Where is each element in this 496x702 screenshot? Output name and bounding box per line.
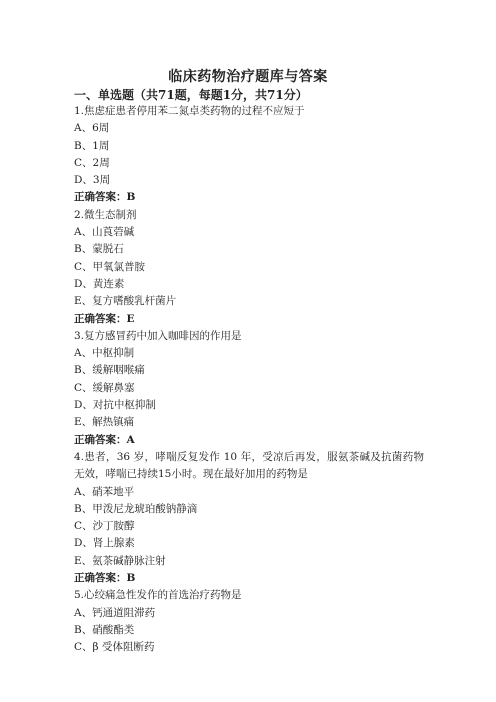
option-b: B、1周 — [74, 139, 110, 152]
answer-line — [74, 189, 424, 206]
option-d: D、黄连素 — [74, 277, 125, 290]
option-a: A、钙通道阻滞药 — [74, 606, 156, 619]
answer-line — [74, 432, 424, 449]
option-c: C、沙丁胺醇 — [74, 520, 135, 533]
question-2 — [74, 207, 424, 328]
answer-prefix: 正确答案： — [74, 191, 127, 204]
answer-value: B — [126, 191, 136, 204]
option-c: C、缓解鼻塞 — [74, 381, 135, 394]
answer-prefix: 正确答案： — [74, 312, 127, 325]
option-a: A、山莨菪碱 — [74, 226, 135, 239]
answer-value: E — [126, 312, 135, 325]
question-text: 1.焦虑症患者停用苯二氮卓类药物的过程不应短于 — [74, 105, 305, 117]
question-1 — [74, 103, 424, 207]
option-c: C、2周 — [74, 156, 110, 169]
option-c: C、甲氧氯普胺 — [74, 260, 146, 273]
answer-prefix: 正确答案： — [74, 572, 127, 585]
option-e: E、解热镇痛 — [74, 416, 135, 429]
option-b: B、硝酸酯类 — [74, 623, 135, 636]
answer-line — [74, 311, 424, 328]
section-heading: 一、单选题（共71题，每题1分，共71分） — [74, 88, 308, 102]
question-5 — [74, 587, 424, 656]
document-title: 临床药物治疗题库与答案 — [168, 69, 328, 85]
answer-value: B — [126, 572, 136, 585]
option-d: D、肾上腺素 — [74, 537, 135, 550]
question-list — [74, 103, 424, 657]
option-a: A、中枢抑制 — [74, 347, 135, 360]
question-4 — [74, 449, 424, 587]
option-e: E、氨茶碱静脉注射 — [74, 554, 166, 567]
option-d: D、对抗中枢抑制 — [74, 399, 156, 412]
question-text: 5.心绞痛急性发作的首选治疗药物是 — [74, 589, 242, 602]
option-e: E、复方嗜酸乳杆菌片 — [74, 295, 177, 308]
option-d: D、3周 — [74, 174, 111, 187]
option-b: B、缓解咽喉痛 — [74, 364, 145, 377]
option-b: B、蒙脱石 — [74, 243, 124, 256]
question-text: 3.复方感冒药中加入咖啡因的作用是 — [74, 329, 242, 342]
option-a: A、6周 — [74, 122, 110, 135]
question-3 — [74, 328, 424, 449]
answer-line — [74, 570, 424, 587]
option-a: A、硝苯地平 — [74, 485, 135, 498]
question-text: 2.微生态制剂 — [74, 208, 137, 221]
answer-prefix: 正确答案： — [74, 433, 127, 446]
question-text: 4.患者，36 岁，哮喘反复发作 10 年，受凉后再发，服氨茶碱及抗菌药物无效，哮喘已持续15小时。现在最好加用的药物是 — [74, 450, 424, 481]
option-c: C、β 受体阻断药 — [74, 641, 155, 654]
answer-value: A — [126, 433, 135, 446]
option-b: B、甲泼尼龙琥珀酸钠静滴 — [74, 502, 198, 515]
